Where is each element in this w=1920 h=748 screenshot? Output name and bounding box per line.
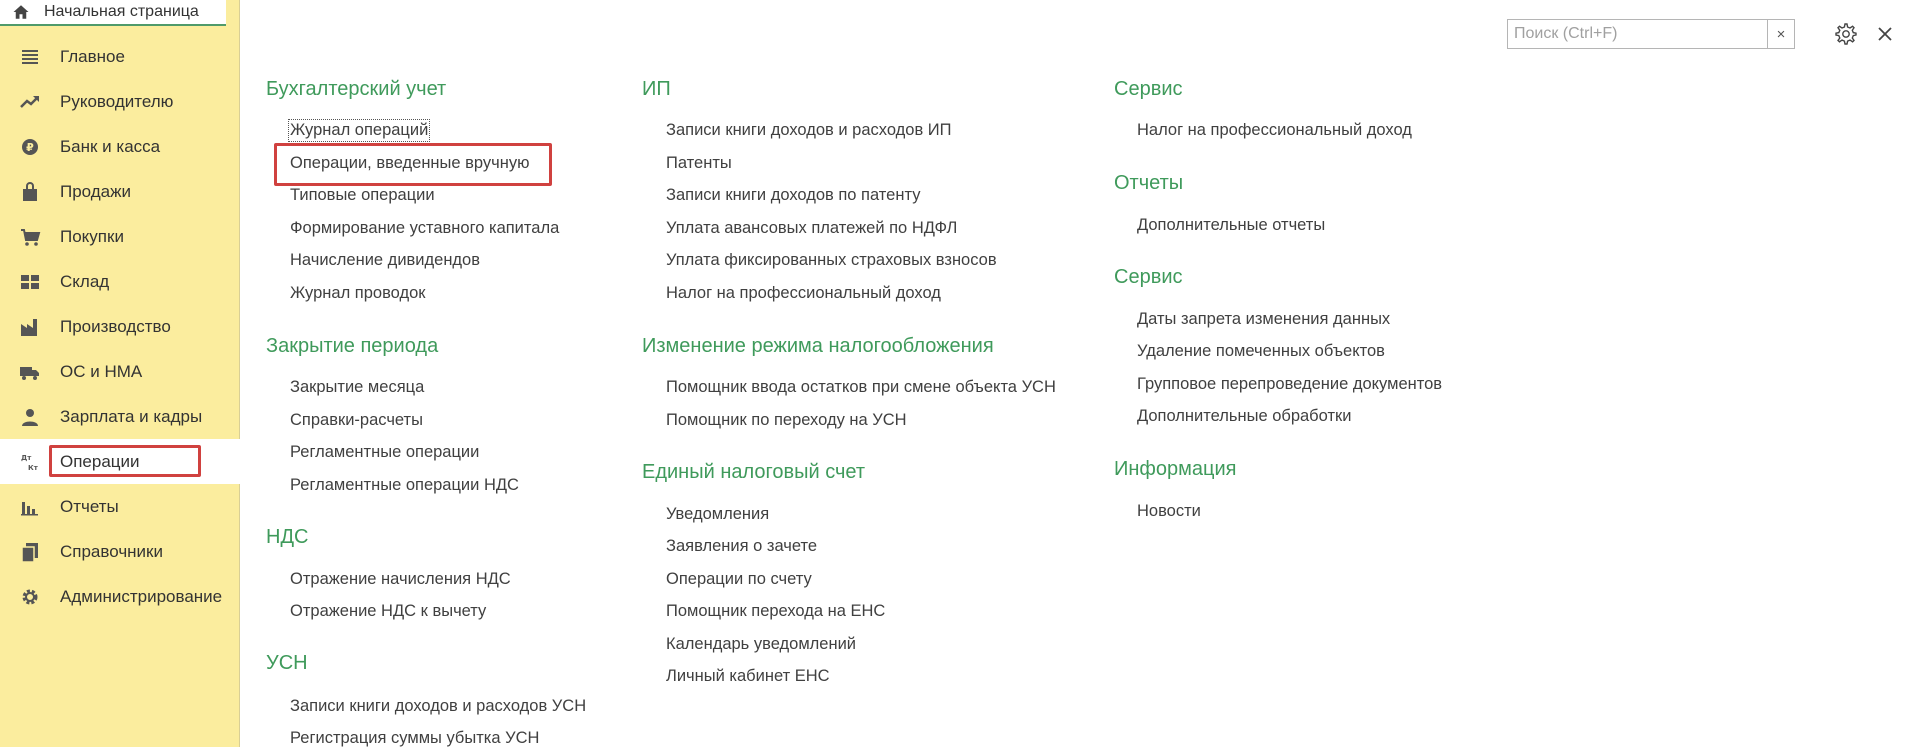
sidebar-item-label: Операции xyxy=(60,451,140,471)
svg-text:₽: ₽ xyxy=(26,140,34,154)
section-title-vat: НДС xyxy=(266,526,309,548)
svg-text:Кт: Кт xyxy=(28,463,38,472)
section-title-usn: УСН xyxy=(266,652,308,674)
link-capital-formation[interactable]: Формирование уставного капитала xyxy=(290,219,560,237)
link-usn-book-records[interactable]: Записи книги доходов и расходов УСН xyxy=(290,697,587,715)
link-dividends[interactable]: Начисление дивидендов xyxy=(290,251,480,269)
sidebar-item-label: Покупки xyxy=(60,226,124,246)
sidebar-item-sales[interactable] xyxy=(0,169,240,214)
link-calc-certificates[interactable]: Справки-расчеты xyxy=(290,411,423,429)
trend-icon xyxy=(19,91,41,113)
link-professional-income-tax[interactable]: Налог на профессиональный доход xyxy=(666,284,941,302)
section-title-ip: ИП xyxy=(642,78,671,100)
link-fixed-insurance-payments[interactable]: Уплата фиксированных страховых взносов xyxy=(666,251,997,269)
section-title-tax-regime-change: Изменение режима налогообложения xyxy=(642,335,994,357)
sidebar-item-label: Банк и касса xyxy=(60,136,161,156)
link-ens-transition-wizard[interactable]: Помощник перехода на ЕНС xyxy=(666,602,886,620)
search-clear-button[interactable]: × xyxy=(1767,20,1794,48)
shopping-bag-icon xyxy=(19,181,41,203)
link-offset-applications[interactable]: Заявления о зачете xyxy=(666,537,818,555)
sidebar-item-label: Справочники xyxy=(60,541,163,561)
sidebar-item-production[interactable] xyxy=(0,304,240,349)
sidebar-item-label: Руководителю xyxy=(60,91,174,111)
section-title-accounting: Бухгалтерский учет xyxy=(266,78,447,100)
section-title-service-2: Сервис xyxy=(1114,266,1183,288)
section-title-information: Информация xyxy=(1114,458,1237,480)
sidebar-item-label: Продажи xyxy=(60,181,131,201)
section-title-reports: Отчеты xyxy=(1114,172,1184,194)
sidebar-item-label: Склад xyxy=(60,271,110,291)
link-usn-balance-wizard[interactable]: Помощник ввода остатков при смене объекта УСН xyxy=(666,378,1056,396)
sidebar-item-label: Отчеты xyxy=(60,496,119,516)
factory-icon xyxy=(19,316,41,338)
section-title-period-closing: Закрытие периода xyxy=(266,335,439,357)
link-usn-loss-registration[interactable]: Регистрация суммы убытка УСН xyxy=(290,729,540,747)
home-tab[interactable] xyxy=(0,0,226,26)
cart-icon xyxy=(19,226,41,248)
home-icon xyxy=(12,3,30,21)
link-notifications[interactable]: Уведомления xyxy=(666,505,770,523)
sidebar-item-admin[interactable] xyxy=(0,574,240,619)
section-title-single-tax-account: Единый налоговый счет xyxy=(642,461,866,483)
link-manual-operations[interactable]: Операции, введенные вручную xyxy=(290,154,530,172)
link-ndfl-advance-payments[interactable]: Уплата авансовых платежей по НДФЛ xyxy=(666,219,958,237)
sidebar-item-salary[interactable] xyxy=(0,394,240,439)
link-patents[interactable]: Патенты xyxy=(666,154,732,172)
search-box xyxy=(1507,19,1795,49)
gear-icon xyxy=(19,586,41,608)
svg-text:Дт: Дт xyxy=(21,453,32,462)
debit-credit-icon xyxy=(19,451,41,473)
truck-icon xyxy=(19,361,41,383)
sidebar-item-label: Главное xyxy=(60,46,125,66)
link-news[interactable]: Новости xyxy=(1137,502,1201,520)
link-operations-journal[interactable]: Журнал операций xyxy=(290,121,429,139)
ruble-coin-icon xyxy=(19,136,41,158)
link-data-change-prohibition[interactable]: Даты запрета изменения данных xyxy=(1137,310,1391,328)
link-additional-reports[interactable]: Дополнительные отчеты xyxy=(1137,216,1326,234)
sidebar-item-label: ОС и НМА xyxy=(60,361,143,381)
menu-lines-icon xyxy=(19,46,41,68)
link-vat-regulatory-operations[interactable]: Регламентные операции НДС xyxy=(290,476,519,494)
sidebar-item-manager[interactable] xyxy=(0,79,240,124)
books-icon xyxy=(19,541,41,563)
link-typical-operations[interactable]: Типовые операции xyxy=(290,186,435,204)
home-tab-label: Начальная страница xyxy=(44,3,199,20)
warehouse-icon xyxy=(19,271,41,293)
highlight-box-operations xyxy=(49,445,201,477)
link-ip-book-records[interactable]: Записи книги доходов и расходов ИП xyxy=(666,121,952,139)
link-notifications-calendar[interactable]: Календарь уведомлений xyxy=(666,635,857,653)
settings-gear-icon[interactable] xyxy=(1833,22,1857,46)
search-input[interactable] xyxy=(1508,21,1766,47)
link-patent-book-records[interactable]: Записи книги доходов по патенту xyxy=(666,186,921,204)
sidebar xyxy=(0,0,240,747)
sidebar-item-purchases[interactable] xyxy=(0,214,240,259)
sidebar-item-label: Администрирование xyxy=(60,586,223,606)
link-postings-journal[interactable]: Журнал проводок xyxy=(290,284,426,302)
highlight-box-manual-operations xyxy=(274,143,552,186)
link-ens-personal-account[interactable]: Личный кабинет ЕНС xyxy=(666,667,830,685)
person-icon xyxy=(19,406,41,428)
bar-chart-icon xyxy=(19,496,41,518)
link-delete-marked-objects[interactable]: Удаление помеченных объектов xyxy=(1137,342,1385,360)
link-usn-transition-wizard[interactable]: Помощник по переходу на УСН xyxy=(666,411,907,429)
link-month-closing[interactable]: Закрытие месяца xyxy=(290,378,425,396)
sidebar-item-label: Зарплата и кадры xyxy=(60,406,203,426)
sidebar-item-warehouse[interactable] xyxy=(0,259,240,304)
sidebar-item-bank[interactable] xyxy=(0,124,240,169)
sidebar-item-reports[interactable] xyxy=(0,484,240,529)
link-group-reposting[interactable]: Групповое перепроведение документов xyxy=(1137,375,1443,393)
sidebar-item-fixed-assets[interactable] xyxy=(0,349,240,394)
sidebar-item-label: Производство xyxy=(60,316,171,336)
link-regulatory-operations[interactable]: Регламентные операции xyxy=(290,443,480,461)
link-vat-deduction[interactable]: Отражение НДС к вычету xyxy=(290,602,487,620)
link-account-operations[interactable]: Операции по счету xyxy=(666,570,812,588)
link-vat-accrual[interactable]: Отражение начисления НДС xyxy=(290,570,511,588)
section-title-service: Сервис xyxy=(1114,78,1183,100)
link-professional-income-tax-service[interactable]: Налог на профессиональный доход xyxy=(1137,121,1412,139)
close-icon[interactable] xyxy=(1873,22,1897,46)
link-additional-processing[interactable]: Дополнительные обработки xyxy=(1137,407,1352,425)
sidebar-item-main[interactable] xyxy=(0,34,240,79)
sidebar-item-references[interactable] xyxy=(0,529,240,574)
